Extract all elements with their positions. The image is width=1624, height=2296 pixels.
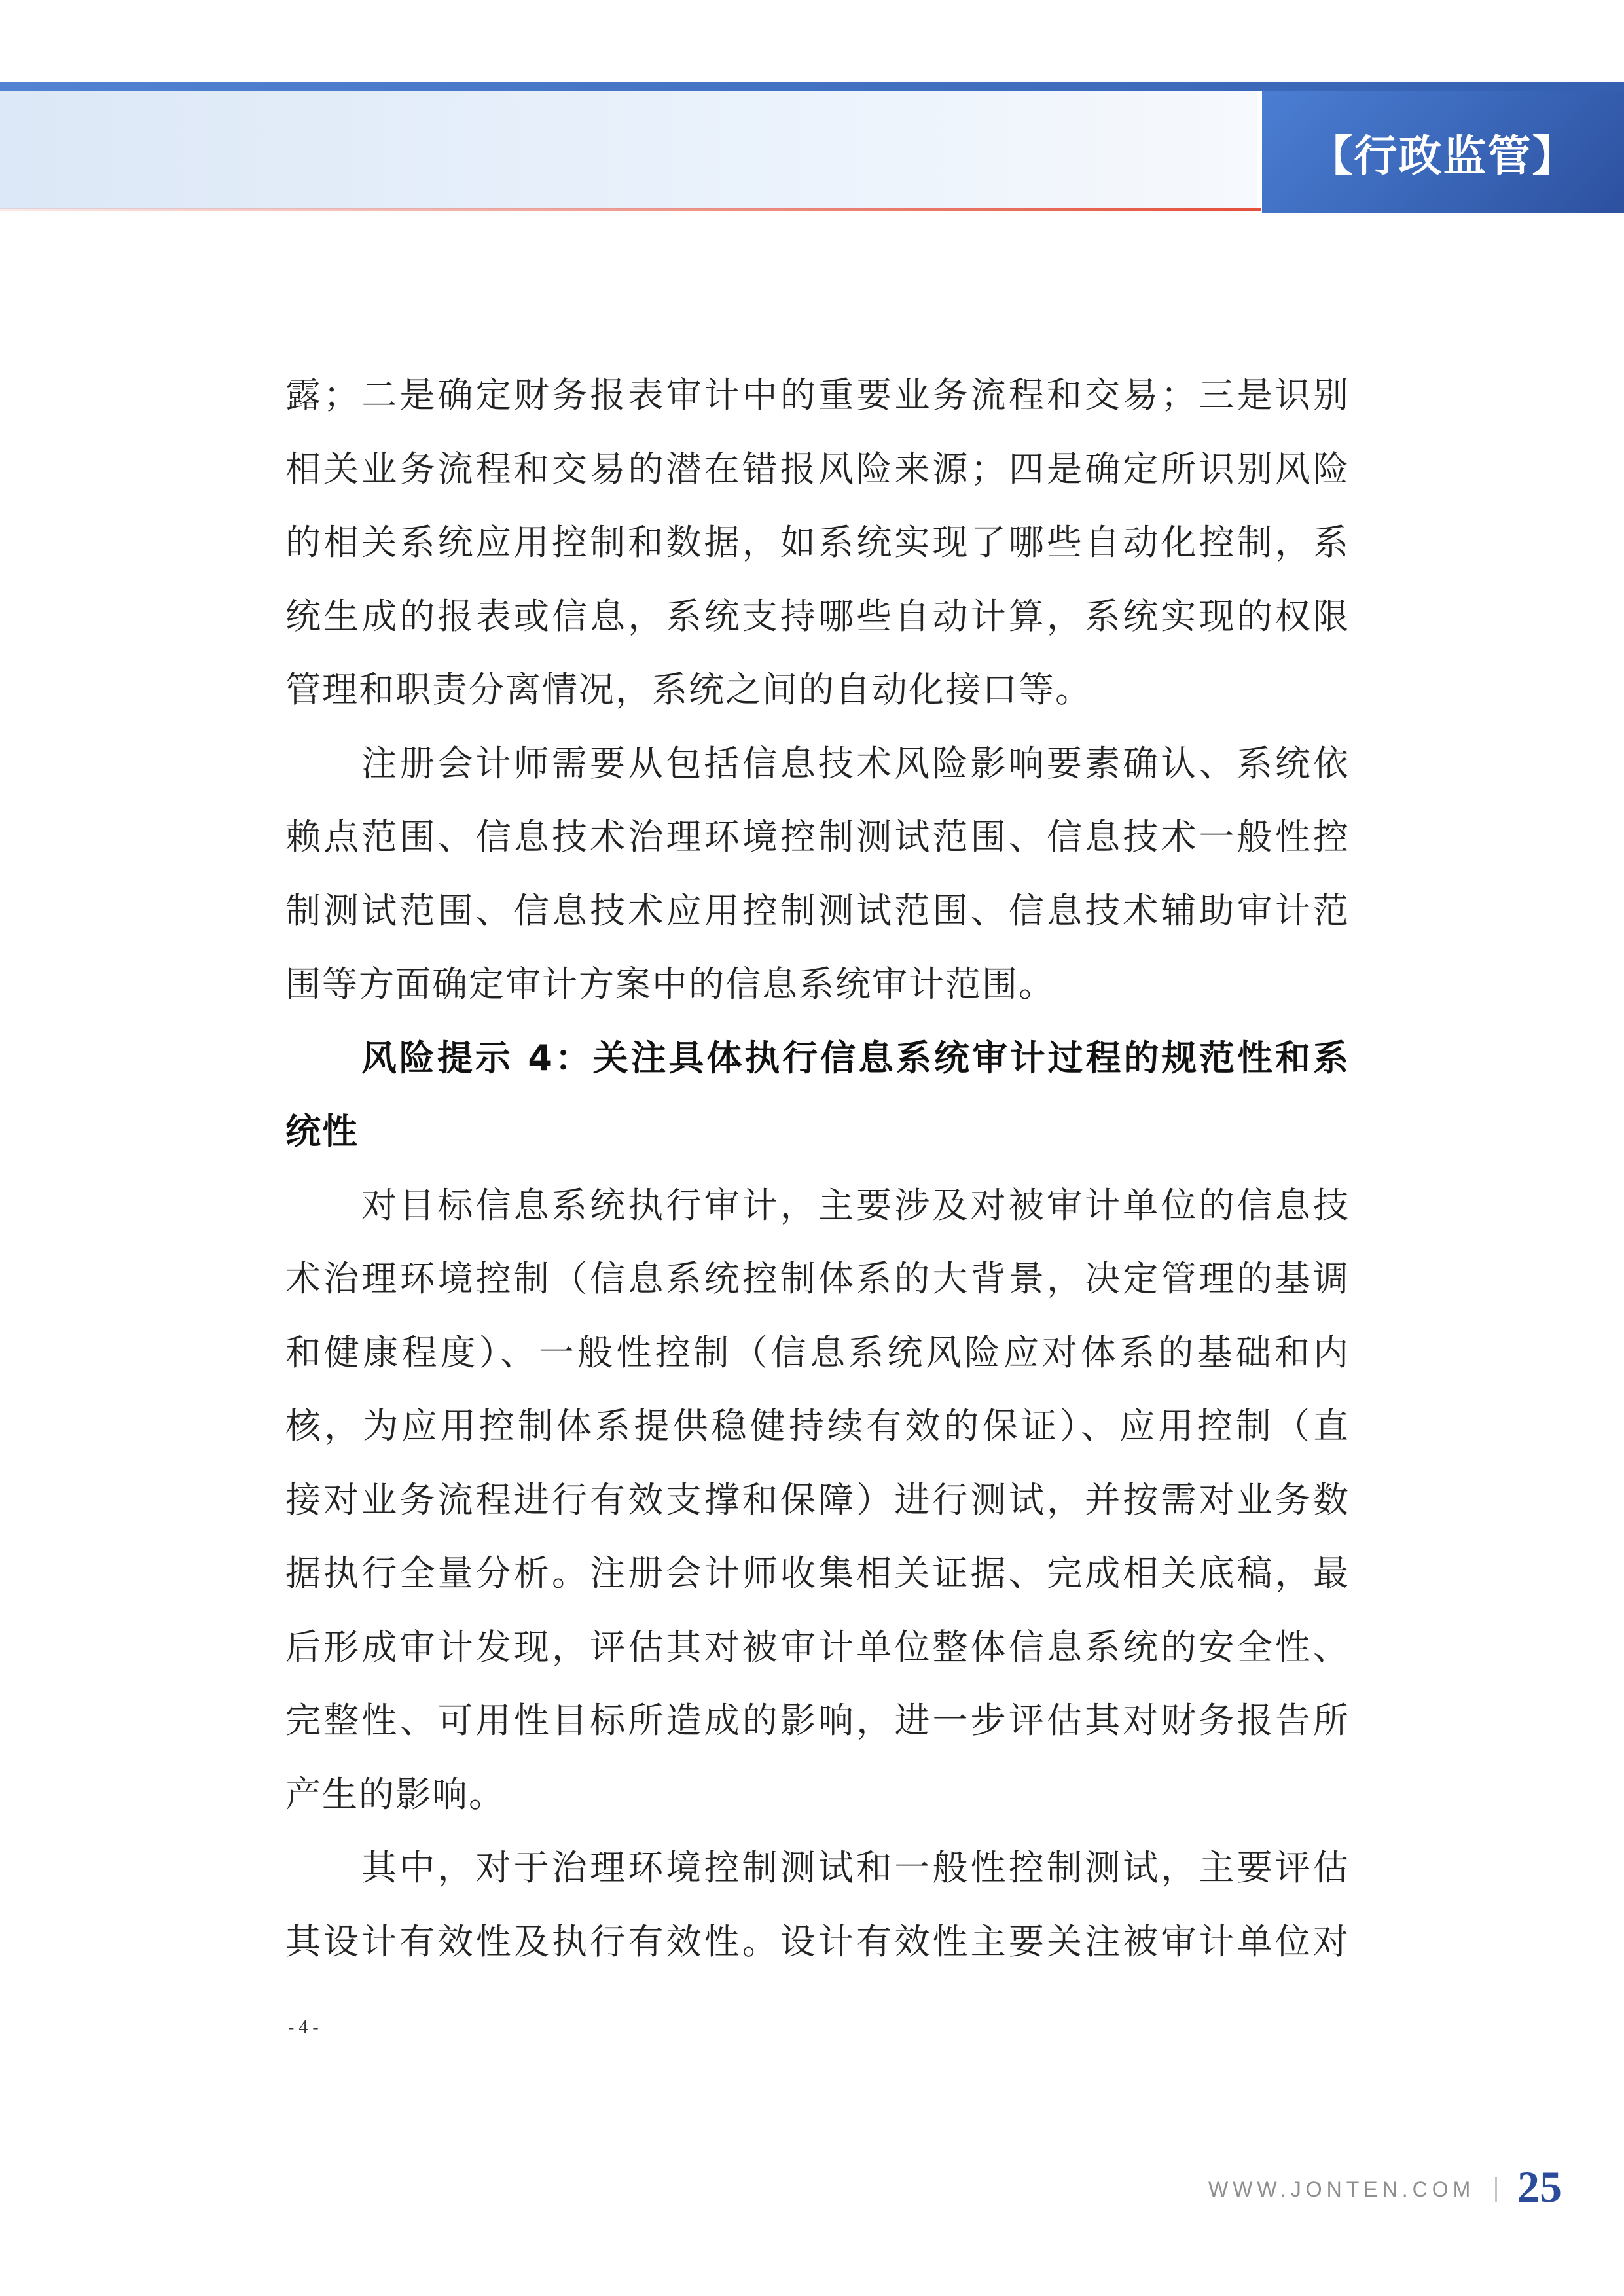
body-text-line: 赖点范围、信息技术治理环境控制测试范围、信息技术一般性控 [285,816,1350,857]
header-band [0,91,1257,209]
paragraph-2 [285,727,1350,1022]
body-text-line: 其设计有效性及执行有效性。设计有效性主要关注被审计单位对 [285,1920,1350,1962]
body-text-line: 其中，对于治理环境控制测试和一般性控制测试，主要评估 [361,1847,1350,1888]
risk-tip-heading [285,1022,1350,1169]
paragraph-3 [285,1169,1350,1832]
body-text-line: 术治理环境控制（信息系统控制体系的大背景，决定管理的基调 [285,1258,1350,1299]
body-text-line: 后形成审计发现，评估其对被审计单位整体信息系统的安全性、 [285,1626,1350,1668]
body-text-line: 围等方面确定审计方案中的信息系统审计范围。 [285,963,1055,1005]
body-text-line: 统生成的报表或信息，系统支持哪些自动计算，系统实现的权限 [285,595,1350,637]
section-label-box [1262,91,1624,213]
section-label: 【行政监管】 [1309,130,1577,181]
article-body [285,359,1350,1979]
body-text-line: 核，为应用控制体系提供稳健持续有效的保证）、应用控制（直 [285,1405,1350,1446]
risk-tip-heading-line: 风险提示 4：关注具体执行信息系统审计过程的规范性和系 [361,1037,1350,1079]
footer-separator [1495,2177,1497,2202]
body-text-line: 管理和职责分离情况，系统之间的自动化接口等。 [285,669,1092,710]
body-text-line: 接对业务流程进行有效支撑和保障）进行测试，并按需对业务数 [285,1479,1350,1520]
body-text-line: 相关业务流程和交易的潜在错报风险来源；四是确定所识别风险 [285,448,1350,490]
body-text-line: 制测试范围、信息技术应用控制测试范围、信息技术辅助审计范 [285,889,1350,931]
header-accent-rule [0,208,1261,211]
paragraph-4 [285,1831,1350,1979]
paragraph-1 [285,359,1350,727]
body-text-line: 据执行全量分析。注册会计师收集相关证据、完成相关底稿，最 [285,1552,1350,1594]
body-text-line: 对目标信息系统执行审计，主要涉及对被审计单位的信息技 [361,1184,1350,1226]
body-text-line: 露；二是确定财务报表审计中的重要业务流程和交易；三是识别 [285,374,1350,416]
inner-page-marker: - 4 - [288,2017,319,2037]
body-text-line: 注册会计师需要从包括信息技术风险影响要素确认、系统依 [361,742,1350,784]
page-number: 25 [1517,2162,1562,2212]
header-top-rule [0,82,1624,91]
body-text-line: 和健康程度）、一般性控制（信息系统风险应对体系的基础和内 [285,1331,1350,1373]
risk-tip-heading-line: 统性 [285,1111,359,1152]
footer-website: WWW.JONTEN.COM [1208,2178,1475,2201]
body-text-line: 的相关系统应用控制和数据，如系统实现了哪些自动化控制，系 [285,522,1350,563]
body-text-line: 完整性、可用性目标所造成的影响，进一步评估其对财务报告所 [285,1700,1350,1741]
body-text-line: 产生的影响。 [285,1773,505,1815]
